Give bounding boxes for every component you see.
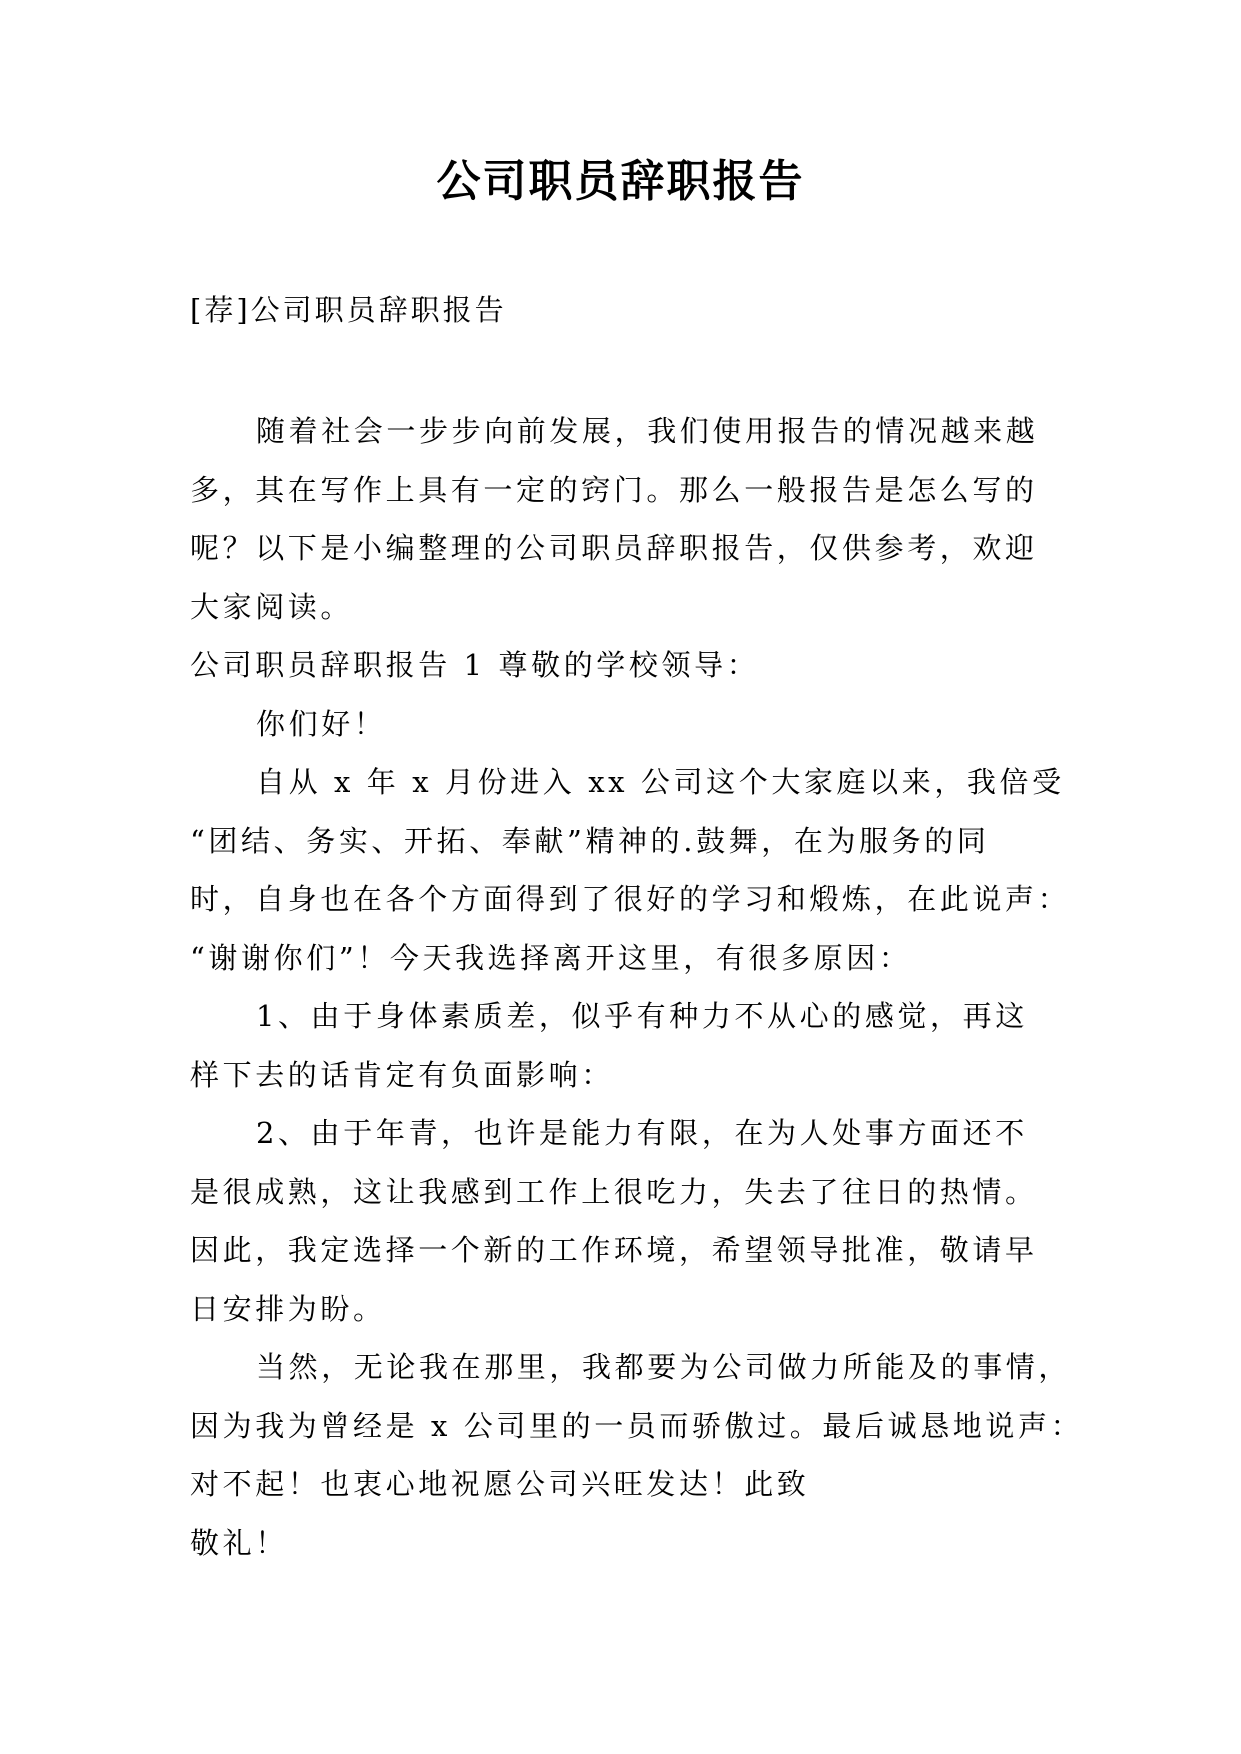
body-line: 当然，无论我在那里，我都要为公司做力所能及的事情，: [256, 1350, 1072, 1384]
body-line: 对不起！也衷心地祝愿公司兴旺发达！此致: [190, 1467, 810, 1501]
document-body: [190, 402, 1084, 1572]
body-line: 日安排为盼。: [190, 1291, 386, 1326]
body-line: 因为我为曾经是 x 公司里的一员而骄傲过。最后诚恳地说声：: [190, 1408, 1084, 1443]
reason-item-line: 1、由于身体素质差，似乎有种力不从心的感觉，再这: [256, 999, 1028, 1033]
body-line: 样下去的话肯定有负面影响：: [190, 1057, 614, 1092]
body-line: 呢？以下是小编整理的公司职员辞职报告，仅供参考，欢迎: [190, 531, 1038, 565]
closing-line: 敬礼！: [190, 1525, 288, 1560]
body-line: 自从 x 年 x 月份进入 xx 公司这个大家庭以来，我倍受: [256, 765, 1065, 799]
body-line: 随着社会一步步向前发展，我们使用报告的情况越来越: [256, 414, 1039, 448]
body-line: 大家阅读。: [190, 589, 354, 624]
body-line: 时，自身也在各个方面得到了很好的学习和煅炼，在此说声：: [190, 882, 1071, 916]
body-line: “团结、务实、开拓、奉献”精神的.鼓舞，在为服务的同: [190, 823, 990, 858]
document-subtitle: [荐]公司职员辞职报告: [190, 293, 507, 327]
letter-heading-line: 公司职员辞职报告 1 尊敬的学校领导：: [190, 648, 760, 682]
body-line: 因此，我定选择一个新的工作环境，希望领导批准，敬请早: [190, 1233, 1038, 1267]
greeting-line: 你们好！: [256, 706, 387, 741]
reason-item-line: 2、由于年青，也许是能力有限，在为人处事方面还不: [256, 1116, 1028, 1150]
body-line: 多，其在写作上具有一定的窍门。那么一般报告是怎么写的: [190, 472, 1038, 507]
body-line: “谢谢你们”！今天我选择离开这里，有很多原因：: [190, 940, 912, 975]
document-title: 公司职员辞职报告: [436, 156, 805, 207]
body-line: 是很成熟，这让我感到工作上很吃力，失去了往日的热情。: [190, 1174, 1038, 1209]
